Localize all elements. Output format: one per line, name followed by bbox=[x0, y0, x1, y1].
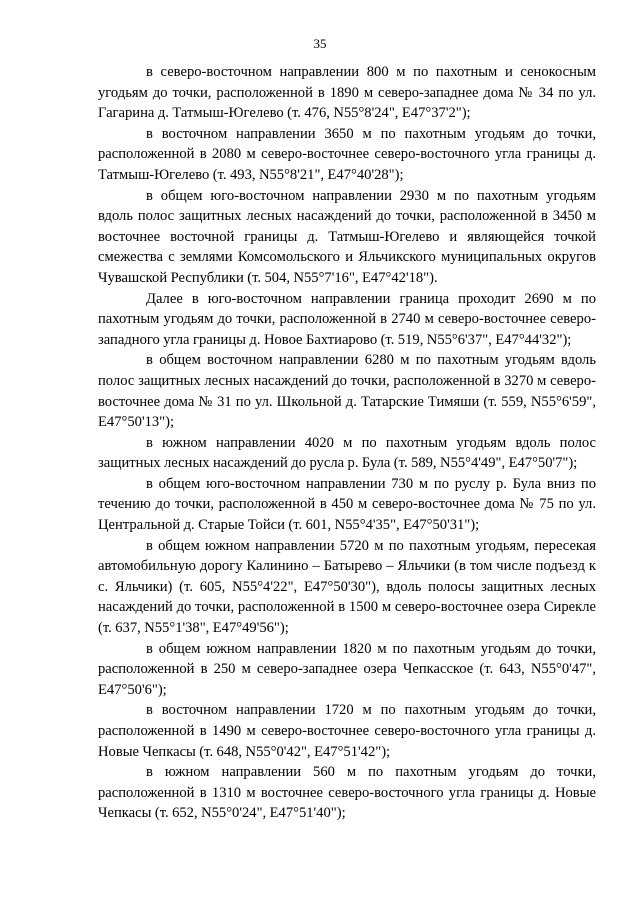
paragraph: в общем южном направлении 1820 м по пахотным угодьям до точки, расположенной в 250 м северо-западнее озера Чепкасское (т. 643, N55°0'47", E47°50'6"); bbox=[98, 640, 596, 698]
page-number: 35 bbox=[313, 36, 327, 51]
paragraph: в восточном направлении 1720 м по пахотным угодьям до точки, расположенной в 1490 м северо-восточнее северо-восточного угла границы д. Новые Чепкасы (т. 648, N55°0'42", E47°51'42"); bbox=[98, 702, 596, 760]
paragraph: в южном направлении 4020 м по пахотным угодьям вдоль полос защитных лесных насаждений до русла р. Була (т. 589, N55°4'49", E47°50'7"); bbox=[98, 434, 596, 472]
paragraph: в южном направлении 560 м по пахотным угодьям до точки, расположенной в 1310 м восточнее северо-восточного угла границы д. Новые Чепкасы (т. 652, N55°0'24", E47°51'40"); bbox=[98, 764, 596, 822]
document-body bbox=[98, 62, 596, 824]
paragraph: в общем южном направлении 5720 м по пахотным угодьям, пересекая автомобильную дорогу Калинино – Батырево – Яльчики (в том числе подъезд к с. Яльчики) (т. 605, N55°4'22", E47°50'30"), вдоль полосы защитных лесных насаждений до точки, расположенной в 1500 м северо-восточнее озера Сирекле (т. 637, N55°1'38", E47°49'56"); bbox=[98, 537, 596, 637]
paragraph: в восточном направлении 3650 м по пахотным угодьям до точки, расположенной в 2080 м северо-восточнее северо-восточного угла границы д. Татмыш-Югелево (т. 493, N55°8'21", E47°40'28"); bbox=[98, 125, 596, 183]
paragraph: в общем юго-восточном направлении 2930 м по пахотным угодьям вдоль полос защитных лесных насаждений до точки, расположенной в 3450 м восточнее восточной границы д. Татмыш-Югелево и являющейся точкой смежества с землями Комсомольского и Яльчикского муниципальных округов Чувашской Республики (т. 504, N55°7'16", E47°42'18"). bbox=[98, 187, 596, 286]
paragraph: в северо-восточном направлении 800 м по пахотным и сенокосным угодьям до точки, расположенной в 1890 м северо-западнее дома № 34 по ул. Гагарина д. Татмыш-Югелево (т. 476, N55°8'24", E47°37'2"); bbox=[98, 64, 596, 122]
paragraph: в общем восточном направлении 6280 м по пахотным угодьям вдоль полос защитных лесных насаждений до точки, расположенной в 3270 м северо-восточнее дома № 31 по ул. Школьной д. Татарские Тимяши (т. 559, N55°6'59", E47°50'13"); bbox=[98, 352, 596, 431]
paragraph: Далее в юго-восточном направлении граница проходит 2690 м по пахотным угодьям до точки, расположенной в 2740 м северо-восточнее северо-западного угла границы д. Новое Бахтиарово (т. 519, N55°6'37", E47°44'32"); bbox=[98, 290, 596, 348]
paragraph: в общем юго-восточном направлении 730 м по руслу р. Була вниз по течению до точки, расположенной в 450 м северо-восточнее дома № 75 по ул. Центральной д. Старые Тойси (т. 601, N55°4'35", E47°50'31"); bbox=[98, 475, 596, 534]
